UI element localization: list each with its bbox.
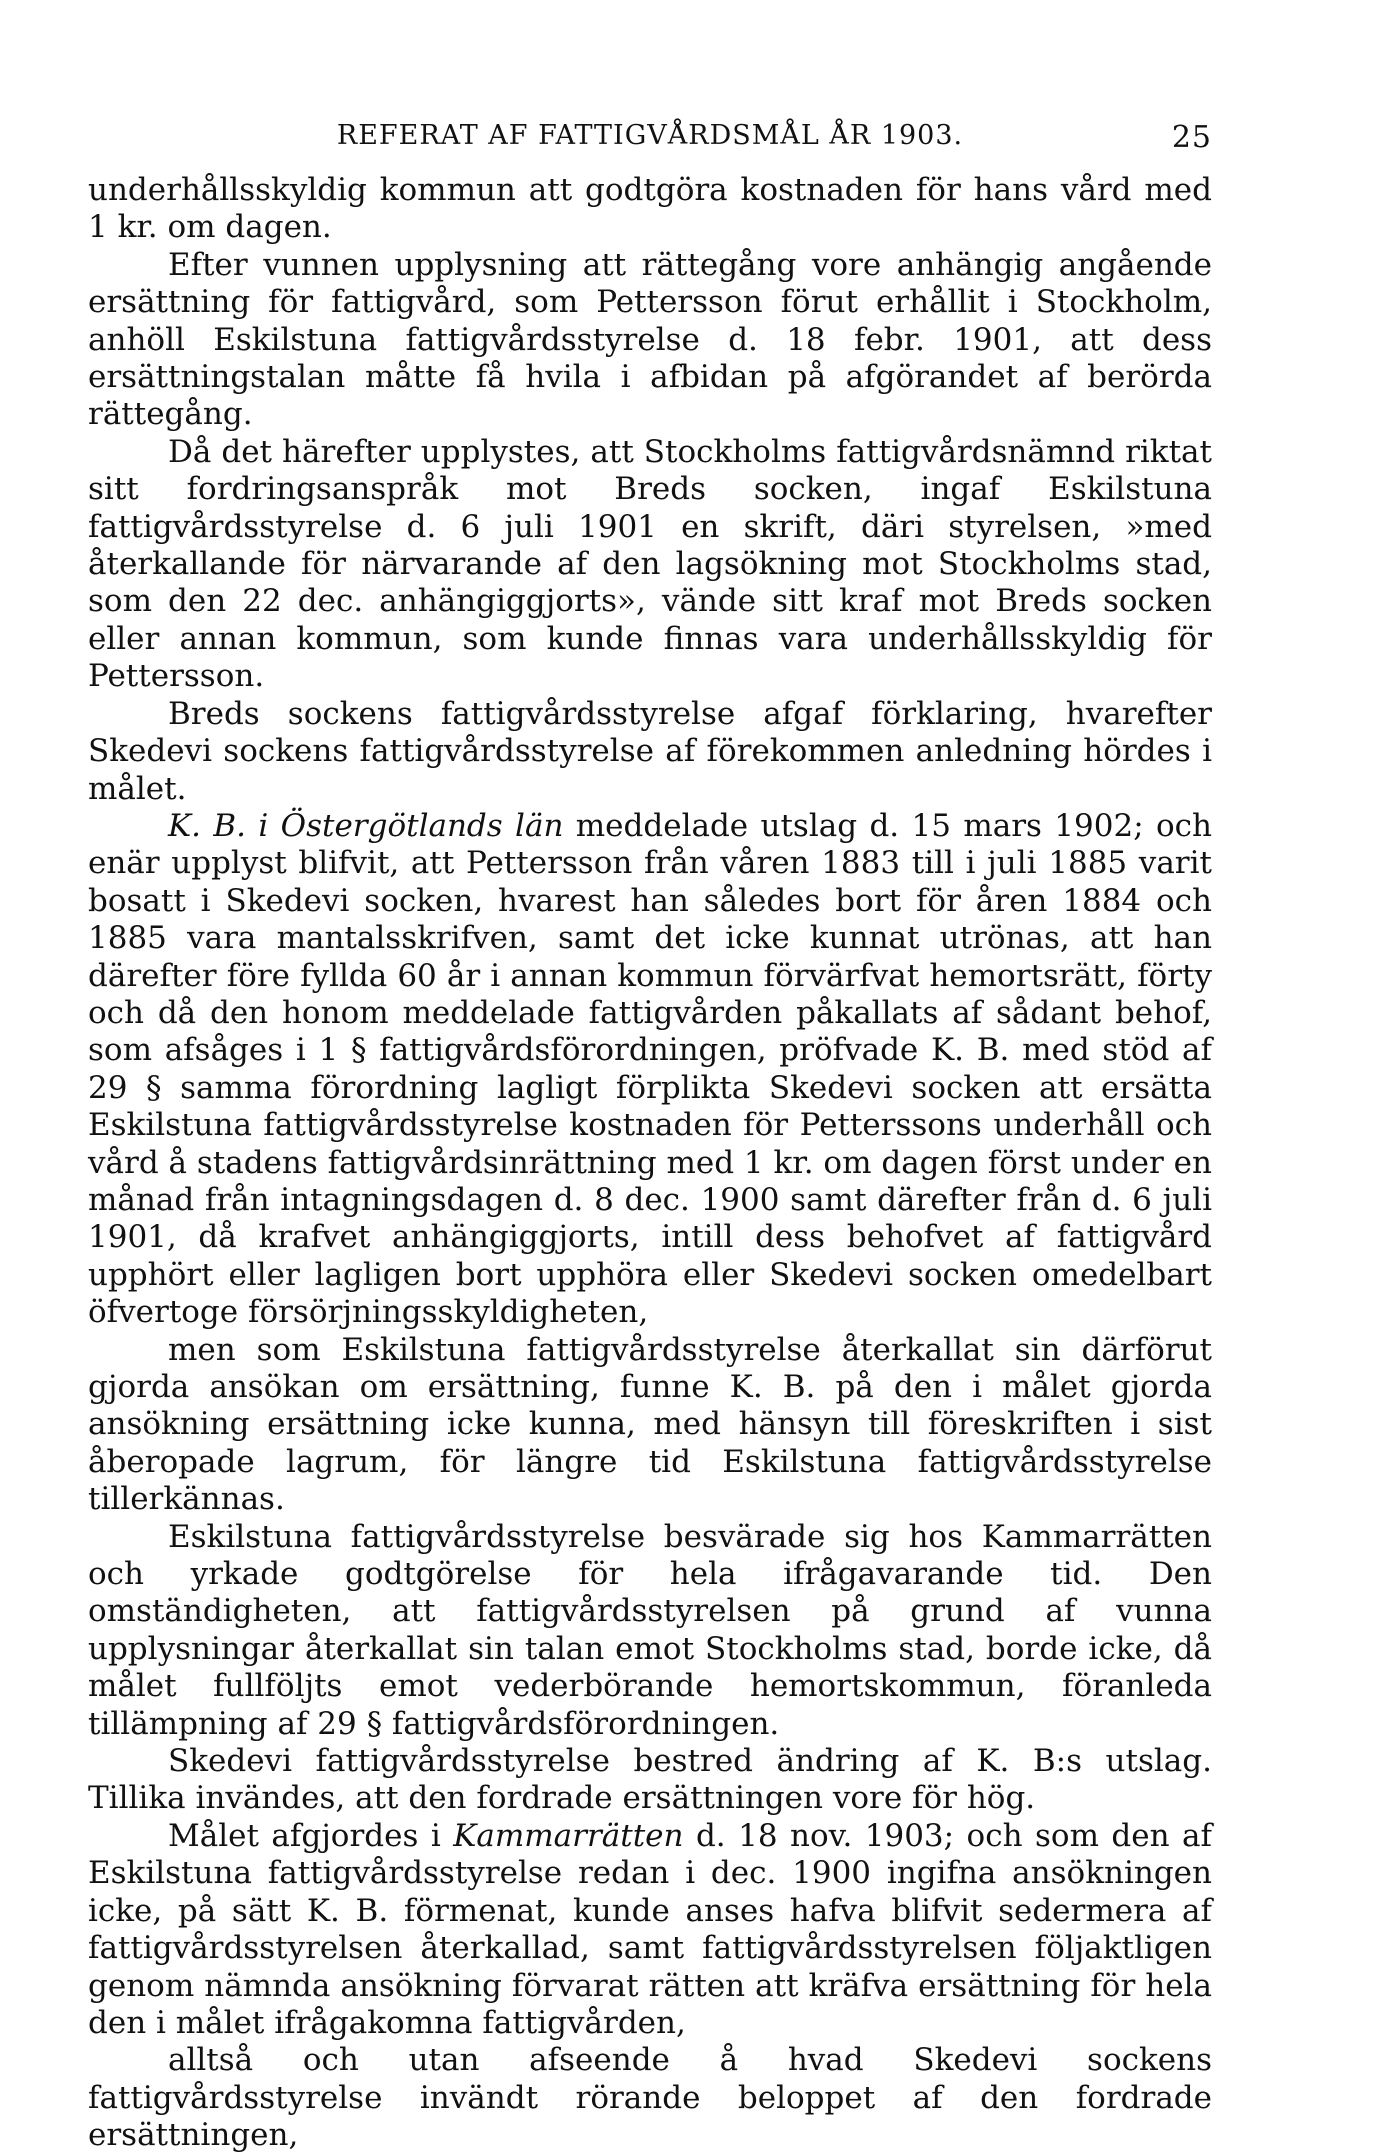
paragraph-10-text: alltså och utan afseende å hvad Skedevi sockens fattigvårdsstyrelse invändt rörande beloppet af den fordrade ersättningen,	[88, 2042, 1212, 2154]
page-number: 25	[1171, 120, 1212, 155]
paragraph-3	[88, 434, 1212, 696]
paragraph-5-text: meddelade utslag d. 15 mars 1902; och enär upplyst blifvit, att Pettersson från våren 1883 till i juli 1885 varit bosatt i Skedevi socken, hvarest han således bort för åren 1884 och 1885 vara mantalsskrifven, samt det icke kunnat utrönas, att han därefter före fyllda 60 år i annan kommun förvärfvat hemortsrätt, förty och då den honom meddelade fattigvården påkallats af sådant behof, som afsåges i 1 § fattigvårdsförordningen, pröfvade K. B. med stöd af 29 § samma förordning lagligt förplikta Skedevi socken att ersätta Eskilstuna fattigvårdsstyrelse kostnaden för Petterssons underhåll och vård å stadens fattigvårdsinrättning med 1 kr. om dagen först under en månad från intagningsdagen d. 8 dec. 1900 samt därefter från d. 6 juli 1901, då krafvet anhängiggjorts, intill dess behofvet af fattigvård upphört eller lagligen bort upphöra eller Skedevi socken omedelbart öfvertoge försörjningsskyldigheten,	[88, 807, 1212, 1331]
paragraph-9	[88, 1818, 1212, 2042]
paragraph-3-text: Då det härefter upplystes, att Stockholms fattigvårdsnämnd riktat sitt fordringsanspråk mot Breds socken, ingaf Eskilstuna fattigvårdsstyrelse d. 6 juli 1901 en skrift, däri styrelsen, »med återkallande för närvarande af den lagsökning mot Stockholms stad, som den 22 dec. anhängiggjorts», vände sitt kraf mot Breds socken eller annan kommun, som kunde finnas vara underhållsskyldig för Pettersson.	[88, 433, 1212, 695]
running-header	[88, 120, 1212, 172]
paragraph-8-text: Skedevi fattigvårdsstyrelse bestred ändring af K. B:s utslag. Tillika invändes, att den fordrade ersättningen vore för hög.	[88, 1743, 1212, 1817]
running-title: REFERAT AF FATTIGVÅRDSMÅL ÅR 1903.	[336, 120, 964, 151]
paragraph-7-text: Eskilstuna fattigvårdsstyrelse besvärade sig hos Kammarrätten och yrkade godtgörelse för hela ifrågavarande tid. Den omständigheten, att fattigvårdsstyrelsen på grund af vunna upplysningar återkallat sin talan emot Stockholms stad, borde icke, då målet fullföljts emot vederbörande hemortskommun, föranleda tillämpning af 29 § fattigvårdsförordningen.	[88, 1518, 1212, 1742]
paragraph-5	[88, 808, 1212, 1332]
paragraph-4	[88, 696, 1212, 808]
paragraph-9-text: d. 18 nov. 1903; och som den af Eskilstuna fattigvårdsstyrelse redan i dec. 1900 ingifna ansökningen icke, på sätt K. B. förmenat, kunde anses hafva blifvit sedermera af fattigvårdsstyrelsen återkallad, samt fattigvårdsstyrelsen följaktligen genom nämnda ansökning förvarat rätten att kräfva ersättning för hela den i målet ifrågakomna fattigvården,	[88, 1817, 1212, 2041]
paragraph-2	[88, 247, 1212, 434]
paragraph-1-text: underhållsskyldig kommun att godtgöra kostnaden för hans vård med 1 kr. om dagen.	[88, 172, 1212, 246]
paragraph-9-court: Kammarrätten	[453, 1817, 684, 1854]
paragraph-4-text: Breds sockens fattigvårdsstyrelse afgaf förklaring, hvarefter Skedevi sockens fattigvårdsstyrelse af förekommen anledning hördes i målet.	[88, 695, 1212, 807]
paragraph-6-text: men som Eskilstuna fattigvårdsstyrelse återkallat sin därförut gjorda ansökan om ersättning, funne K. B. på den i målet gjorda ansökning ersättning icke kunna, med hänsyn till föreskriften i sist åberopade lagrum, för längre tid Eskilstuna fattigvårdsstyrelse tillerkännas.	[88, 1331, 1212, 1518]
paragraph-10	[88, 2042, 1212, 2154]
paragraph-7	[88, 1519, 1212, 1743]
paragraph-5-authority: K. B. i Östergötlands län	[168, 807, 564, 844]
paragraph-6	[88, 1332, 1212, 1519]
paragraph-1	[88, 172, 1212, 247]
document-page	[88, 120, 1212, 2155]
paragraph-2-text: Efter vunnen upplysning att rättegång vore anhängig angående ersättning för fattigvård, som Pettersson förut erhållit i Stockholm, anhöll Eskilstuna fattigvårdsstyrelse d. 18 febr. 1901, att dess ersättningstalan måtte få hvila i afbidan på afgörandet af berörda rättegång.	[88, 246, 1212, 433]
paragraph-9-lead: Målet afgjordes i	[168, 1817, 454, 1854]
body-text	[88, 172, 1212, 2155]
paragraph-8	[88, 1743, 1212, 1818]
